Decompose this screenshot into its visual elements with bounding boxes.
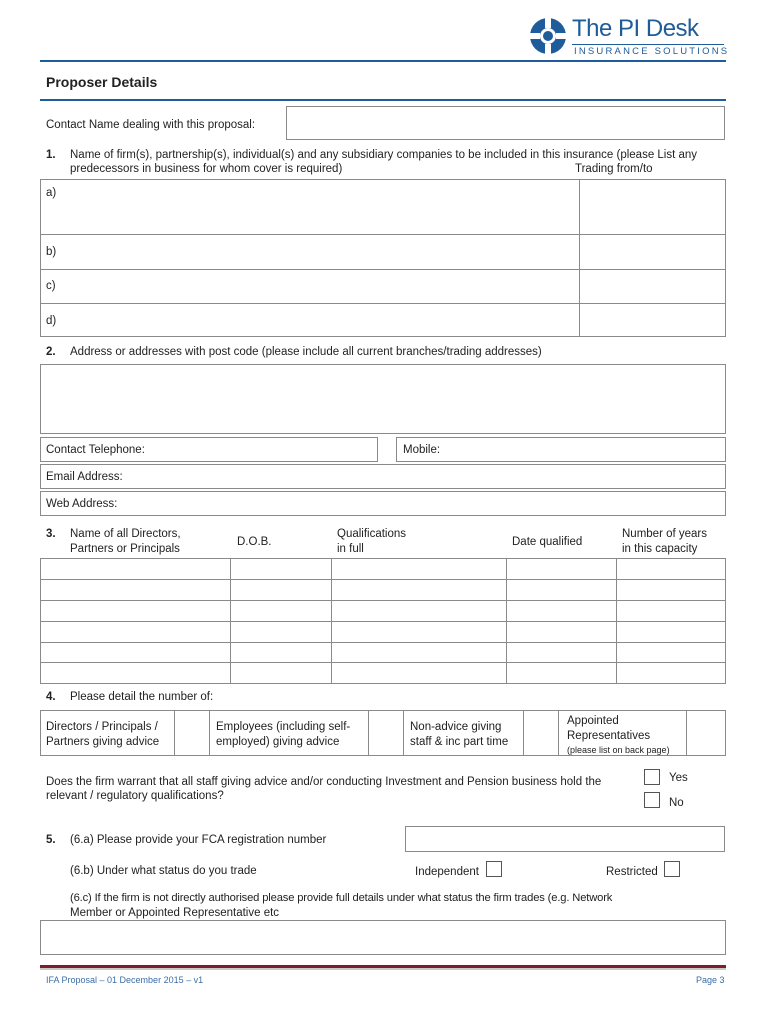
employees-count-field[interactable]	[368, 710, 404, 756]
trading-field-d[interactable]	[580, 304, 725, 336]
warrant-yes-checkbox[interactable]	[644, 769, 660, 785]
q4-number: 4.	[46, 691, 56, 703]
q4-appointed-label-line3: (please list on back page)	[567, 745, 670, 755]
firm-row-c-label: c)	[46, 280, 56, 292]
independent-checkbox[interactable]	[486, 861, 502, 877]
q2-number: 2.	[46, 346, 56, 358]
q3-col-date-qualified: Date qualified	[512, 536, 583, 548]
q4-appointed-label-line2: Representatives	[567, 730, 651, 742]
trading-label: Trading from/to	[575, 163, 653, 175]
independent-label: Independent	[415, 866, 479, 878]
q3-number: 3.	[46, 528, 56, 540]
firm-name-field-a[interactable]	[41, 180, 578, 233]
table-row[interactable]	[41, 622, 725, 641]
mobile-label: Mobile:	[403, 444, 441, 456]
firm-name-field-d[interactable]	[41, 304, 578, 336]
restricted-label: Restricted	[606, 866, 658, 878]
contact-name-label: Contact Name dealing with this proposal:	[46, 119, 256, 131]
logo-title: The PI Desk	[572, 15, 699, 42]
appointed-count-field[interactable]	[686, 710, 726, 756]
warrant-question-line2: relevant / regulatory qualifications?	[46, 790, 224, 802]
table-row[interactable]	[41, 601, 725, 620]
table-row[interactable]	[41, 643, 725, 661]
firm-name-field-c[interactable]	[41, 270, 578, 302]
warrant-yes-label: Yes	[669, 772, 688, 784]
q4-directors-label-line2: Partners giving advice	[46, 736, 160, 748]
authorisation-text-line1: (6.c) If the firm is not directly authorised please provide full details under what status the firm trades (e.g. Network	[70, 892, 613, 904]
q4-employees-label-line2: employed) giving advice	[216, 736, 340, 748]
q4-nonadvice-label-line2: staff & inc part time	[410, 736, 509, 748]
web-label: Web Address:	[46, 498, 118, 510]
address-field[interactable]	[40, 364, 726, 434]
q3-col-years-line1: Number of years	[622, 528, 708, 540]
table-row[interactable]	[41, 663, 725, 683]
footer-document-id: IFA Proposal – 01 December 2015 – v1	[46, 975, 204, 985]
q4-employees-label-line1: Employees (including self-	[216, 721, 351, 733]
warrant-question-line1: Does the firm warrant that all staff giving advice and/or conducting Investment and Pension business hold the	[46, 776, 602, 788]
page-title: Proposer Details	[46, 74, 158, 90]
status-label: (6.b) Under what status do you trade	[70, 865, 257, 877]
firm-row-d-label: d)	[46, 315, 57, 327]
q1-text-line1: Name of firm(s), partnership(s), individual(s) and any subsidiary companies to be included in this insurance (please List any	[70, 149, 698, 161]
q4-nonadvice-label-line1: Non-advice giving	[410, 721, 502, 733]
footer-rule-shadow	[40, 968, 726, 970]
logo	[528, 14, 728, 60]
firm-row-a-label: a)	[46, 187, 57, 199]
header-divider	[40, 60, 726, 62]
q3-col-dob: D.O.B.	[237, 536, 272, 548]
email-label: Email Address:	[46, 471, 123, 483]
web-field[interactable]	[40, 491, 726, 516]
table-row[interactable]	[41, 559, 725, 578]
authorisation-text-line2: Member or Appointed Representative etc	[70, 907, 280, 919]
q3-col-years-line2: in this capacity	[622, 543, 698, 555]
logo-subtitle: INSURANCE SOLUTIONS	[574, 46, 730, 57]
warrant-no-label: No	[669, 797, 684, 809]
firm-name-field-b[interactable]	[41, 235, 578, 268]
firm-row-b-label: b)	[46, 246, 57, 258]
q5-number: 5.	[46, 834, 56, 846]
q2-text: Address or addresses with post code (please include all current branches/trading addresses)	[70, 346, 542, 358]
fca-label: (6.a) Please provide your FCA registration number	[70, 834, 327, 846]
q4-appointed-label-line1: Appointed	[567, 715, 619, 727]
contact-name-field[interactable]	[286, 106, 725, 140]
fca-number-field[interactable]	[405, 826, 725, 852]
header-rule	[572, 44, 724, 45]
q4-directors-label-line1: Directors / Principals /	[46, 721, 158, 733]
trading-field-b[interactable]	[580, 235, 725, 268]
q3-col-qual-line2: in full	[337, 543, 364, 555]
lifebuoy-icon	[528, 16, 568, 56]
nonadvice-count-field[interactable]	[523, 710, 559, 756]
q3-col-names-line1: Name of all Directors,	[70, 528, 181, 540]
telephone-label: Contact Telephone:	[46, 444, 145, 456]
warrant-no-checkbox[interactable]	[644, 792, 660, 808]
authorisation-details-field[interactable]	[40, 920, 726, 955]
restricted-checkbox[interactable]	[664, 861, 680, 877]
trading-field-c[interactable]	[580, 270, 725, 302]
email-field[interactable]	[40, 464, 726, 489]
table-row[interactable]	[41, 580, 725, 599]
footer-page-number: Page 3	[696, 975, 725, 985]
q1-text-line2: predecessors in business for whom cover is required)	[70, 163, 343, 175]
directors-count-field[interactable]	[174, 710, 210, 756]
q3-col-names-line2: Partners or Principals	[70, 543, 180, 555]
title-underline	[40, 99, 726, 101]
q3-col-qual-line1: Qualifications	[337, 528, 407, 540]
q1-number: 1.	[46, 149, 56, 161]
q4-text: Please detail the number of:	[70, 691, 214, 703]
mobile-field[interactable]	[396, 437, 726, 462]
trading-field-a[interactable]	[580, 180, 725, 233]
